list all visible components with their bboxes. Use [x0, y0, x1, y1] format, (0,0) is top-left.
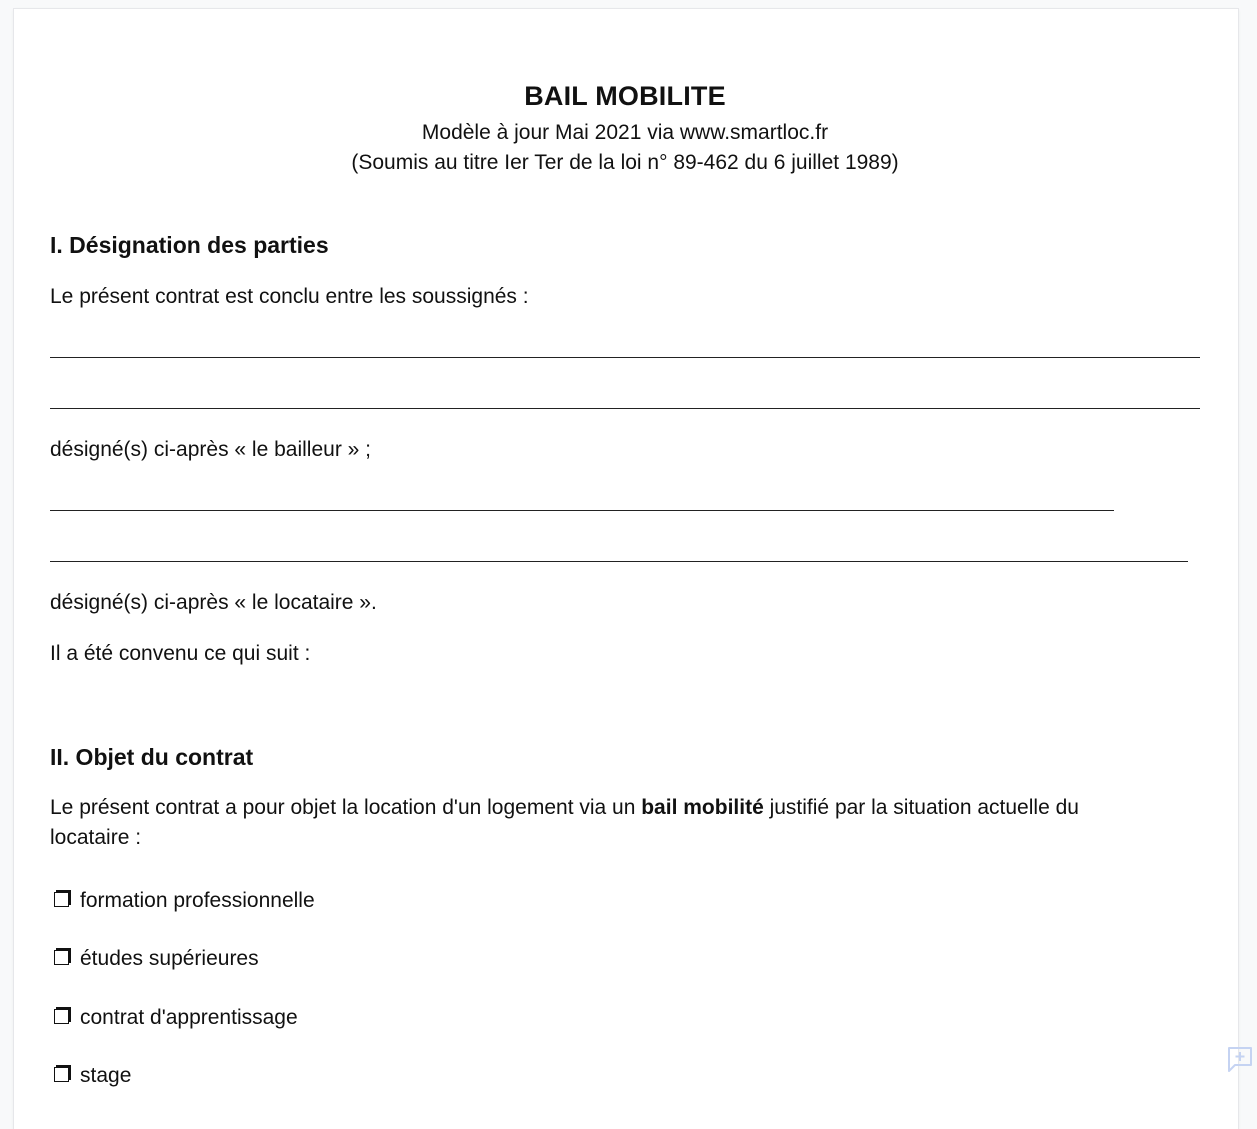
document-page: [14, 9, 1238, 1129]
add-comment-icon-graphic: [1226, 1045, 1254, 1073]
checkbox-icon[interactable]: [54, 1067, 69, 1082]
option-label: contrat d'apprentissage: [80, 1006, 298, 1029]
option-label: stage: [80, 1064, 132, 1087]
section-heading-parties: I. Désignation des parties: [50, 232, 329, 258]
section-heading-objet: II. Objet du contrat: [50, 744, 254, 770]
option-apprentissage[interactable]: [50, 1006, 298, 1030]
option-label: études supérieures: [80, 947, 259, 970]
checkbox-icon[interactable]: [54, 892, 69, 907]
blank-line-bailleur-1[interactable]: [50, 357, 1200, 358]
objet-text-after: justifié par la situation actuelle du: [763, 796, 1079, 819]
option-formation[interactable]: [50, 889, 315, 913]
objet-text-bold: bail mobilité: [641, 796, 764, 819]
blank-line-bailleur-2[interactable]: [50, 408, 1200, 409]
parties-intro: Le présent contrat est conclu entre les soussignés :: [50, 285, 529, 308]
convenu-text: Il a été convenu ce qui suit :: [50, 642, 311, 665]
objet-paragraph: [50, 793, 1200, 823]
option-label: formation professionnelle: [80, 889, 315, 912]
blank-line-locataire-2[interactable]: [50, 561, 1188, 562]
option-stage[interactable]: [50, 1064, 131, 1088]
document-title: BAIL MOBILITE: [524, 81, 726, 111]
checkbox-icon[interactable]: [54, 950, 69, 965]
add-comment-icon[interactable]: [1226, 1045, 1254, 1073]
bailleur-designation: désigné(s) ci-après « le bailleur » ;: [50, 438, 371, 461]
option-etudes[interactable]: [50, 947, 259, 971]
objet-text-before: Le présent contrat a pour objet la location d'un logement via un: [50, 796, 642, 819]
locataire-designation: désigné(s) ci-après « le locataire ».: [50, 591, 377, 614]
checkbox-icon[interactable]: [54, 1009, 69, 1024]
document-subtitle-line1: Modèle à jour Mai 2021 via www.smartloc.fr: [421, 121, 829, 144]
document-subtitle-line2: (Soumis au titre Ier Ter de la loi n° 89-462 du 6 juillet 1989): [351, 151, 899, 174]
objet-paragraph-line2: locataire :: [50, 826, 142, 849]
blank-line-locataire-1[interactable]: [50, 510, 1114, 511]
